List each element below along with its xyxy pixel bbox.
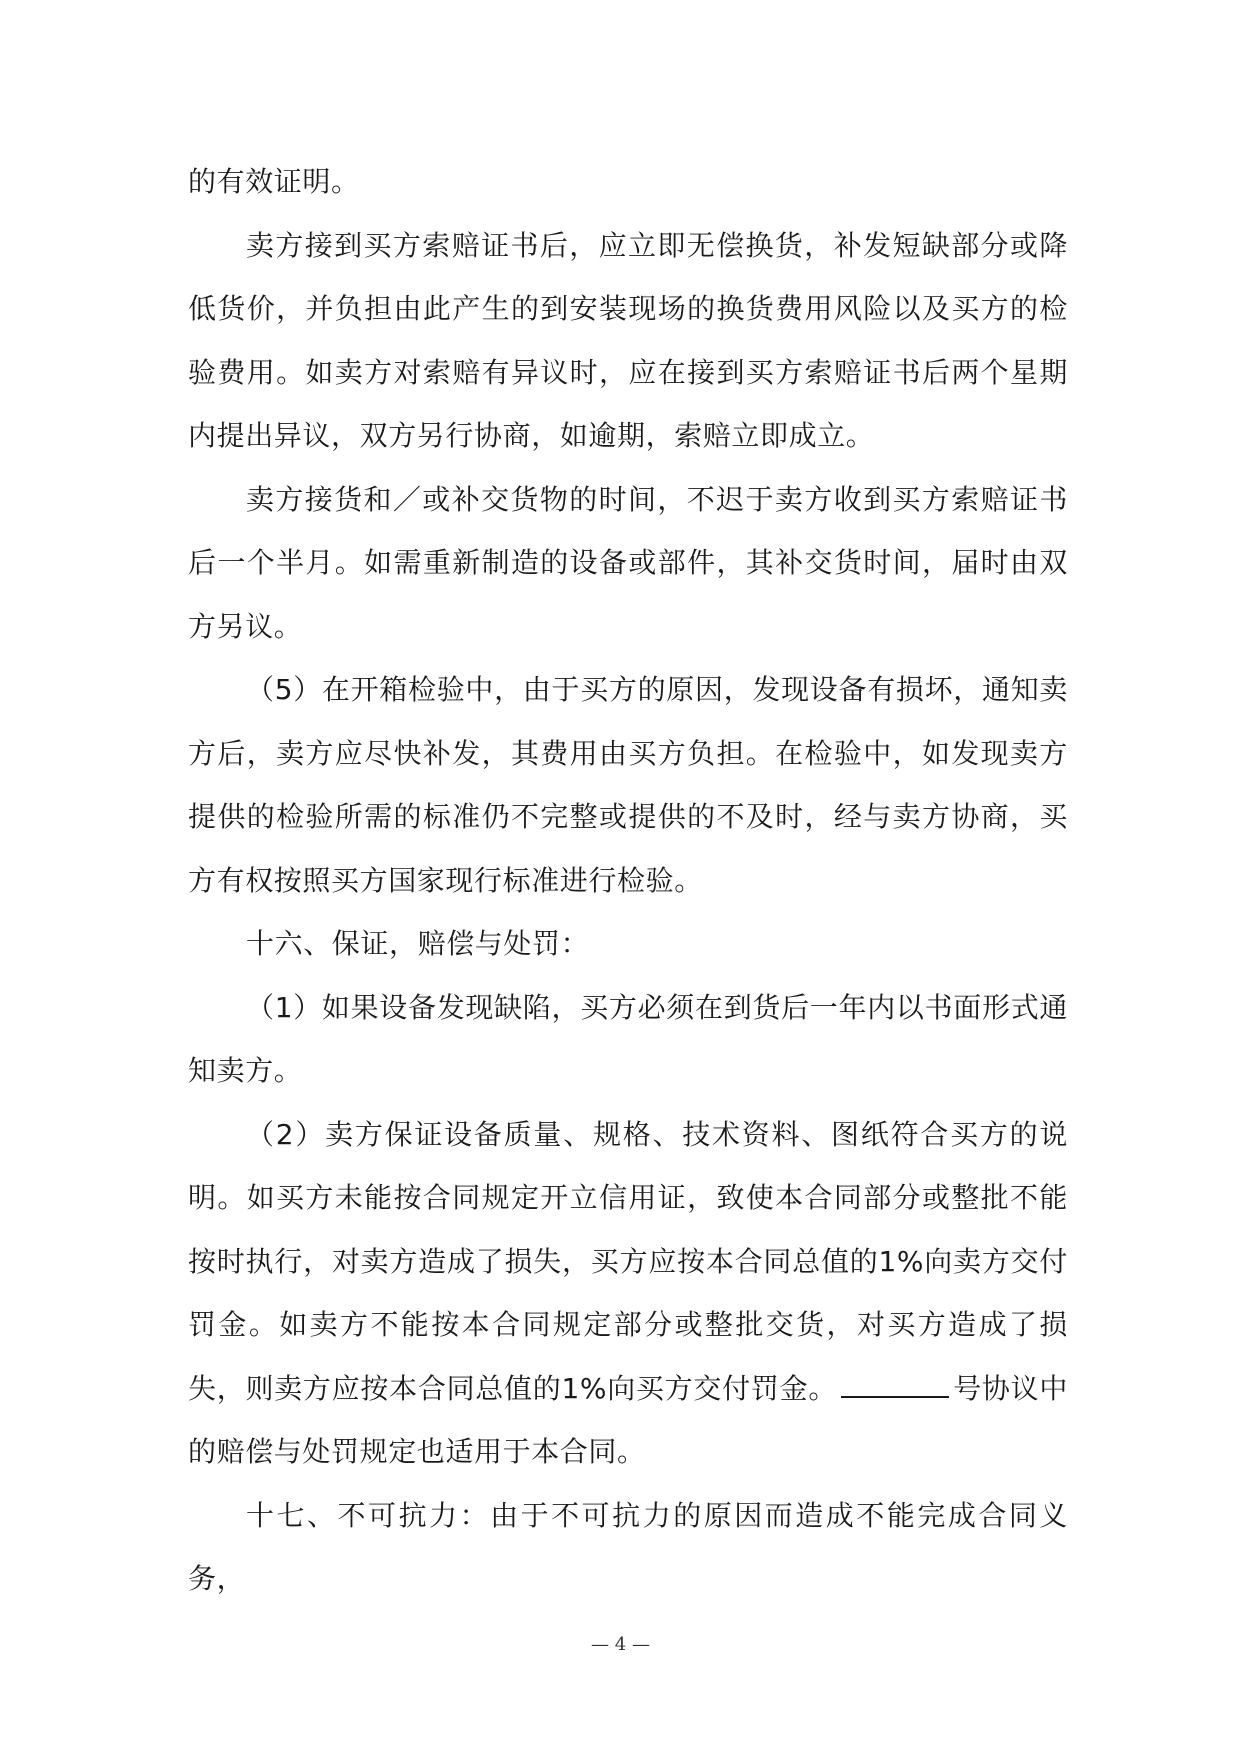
paragraph-replacement-time: 卖方接货和／或补交货物的时间，不迟于卖方收到买方索赔证书后一个半月。如需重新制造的设备或部件，其补交货时间，届时由双方另议。 bbox=[188, 482, 1068, 643]
page-number: — 4 — bbox=[591, 1634, 650, 1655]
paragraph-defect-notice: （1）如果设备发现缺陷，买方必须在到货后一年内以书面形式通知卖方。 bbox=[188, 990, 1068, 1087]
blank-agreement-number bbox=[841, 1370, 949, 1398]
paragraph-quality-penalty bbox=[188, 1103, 1068, 1484]
paragraph-quality-penalty-text: （2）卖方保证设备质量、规格、技术资料、图纸符合买方的说明。如买方未能按合同规定开立信用证，致使本合同部分或整批不能按时执行，对卖方造成了损失，买方应按本合同总值的1%向卖方交付罚金。如卖方不能按本合同规定部分或整批交货，对买方造成了损失，则卖方应按本合同总值的1%向买方交付罚金。 bbox=[188, 1117, 1068, 1405]
paragraph-continuation: 的有效证明。 bbox=[188, 165, 360, 198]
paragraph-quality-penalty-tail: 号协议中的赔偿与处罚规定也适用于本合同。 bbox=[188, 1371, 1068, 1468]
paragraph-claim-response: 卖方接到买方索赔证书后，应立即无偿换货，补发短缺部分或降低货价，并负担由此产生的到安装现场的换货费用风险以及买方的检验费用。如卖方对索赔有异议时，应在接到买方索赔证书后两个星期内提出异议，双方另行协商，如逾期，索赔立即成立。 bbox=[188, 228, 1068, 452]
paragraph-inspection-damage: （5）在开箱检验中，由于买方的原因，发现设备有损坏，通知卖方后，卖方应尽快补发，其费用由买方负担。在检验中，如发现卖方提供的检验所需的标准仍不完整或提供的不及时，经与卖方协商，买方有权按照买方国家现行标准进行检验。 bbox=[188, 673, 1068, 897]
section-heading-force-majeure: 十七、不可抗力：由于不可抗力的原因而造成不能完成合同义务， bbox=[188, 1498, 1068, 1595]
document-body bbox=[188, 150, 1068, 1611]
section-heading-warranty: 十六、保证，赔偿与处罚： bbox=[246, 927, 590, 960]
